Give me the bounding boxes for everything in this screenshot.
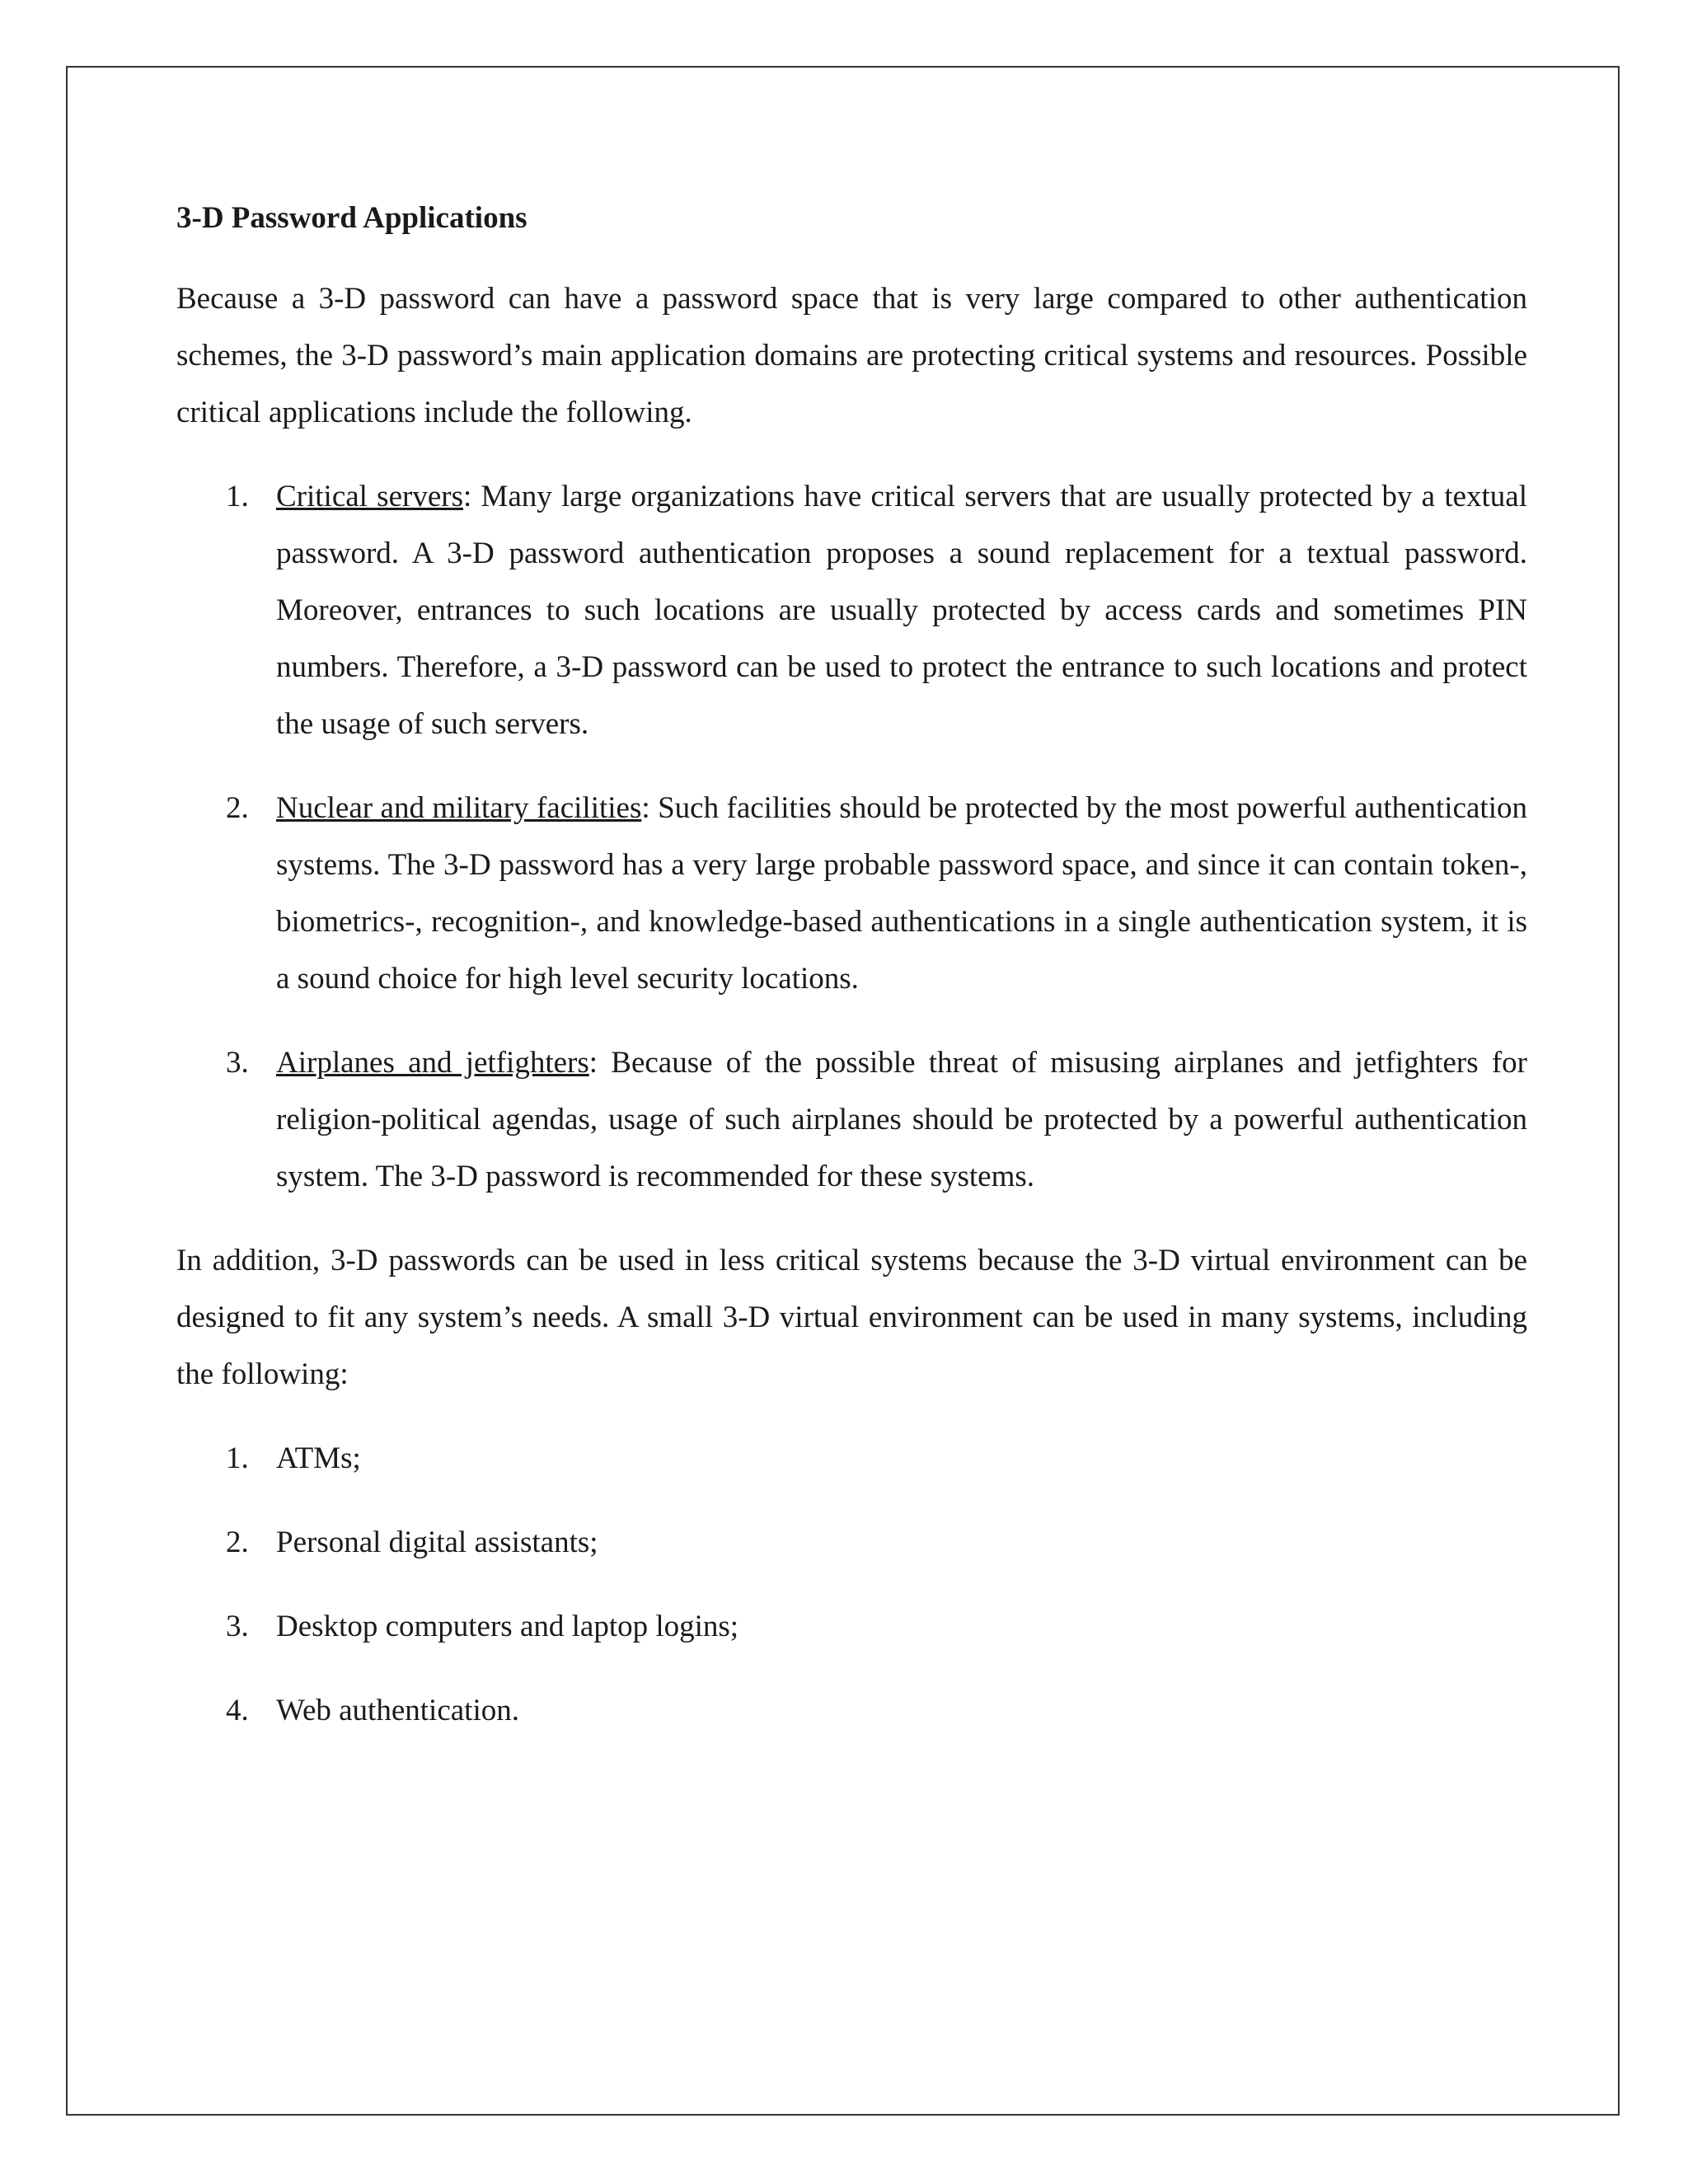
list-item xyxy=(176,1682,1527,1739)
list-text: : Many large organizations have critical servers that are usually protected by a textual password. A 3-D password authentication proposes a sound replacement for a textual password. Moreover, entrances to such locations are usually protected by access cards and sometimes PIN numbers. Therefore, a 3-D password can be used to protect the entrance to such locations and protect the usage of such servers. xyxy=(276,480,1527,741)
list-item xyxy=(176,468,1527,752)
list-text: Web authentication. xyxy=(276,1694,519,1727)
list-item xyxy=(176,1034,1527,1205)
list-item xyxy=(176,1430,1527,1487)
list-number: 3. xyxy=(226,1610,249,1643)
other-systems-list xyxy=(176,1430,1527,1739)
list-number: 2. xyxy=(226,1526,249,1559)
list-text: : Because of the possible threat of misusing airplanes and jetfighters for religion-political agendas, usage of such airplanes should be protected by a powerful authentication system. The 3-D password is recommended for these systems. xyxy=(276,1046,1527,1193)
list-text: Personal digital assistants; xyxy=(276,1526,598,1559)
list-item xyxy=(176,780,1527,1007)
list-text: ATMs; xyxy=(276,1441,361,1475)
list-text: Desktop computers and laptop logins; xyxy=(276,1610,739,1643)
list-item xyxy=(176,1514,1527,1571)
list-term: Nuclear and military facilities xyxy=(276,791,642,825)
list-number: 4. xyxy=(226,1694,249,1727)
list-text: : Such facilities should be protected by the most powerful authentication systems. The 3-D password has a very large probable password space, and since it can contain token-, biometrics-, recognition-, and knowledge-based authentications in a single authentication system, it is a sound choice for high level security locations. xyxy=(276,791,1527,996)
list-number: 1. xyxy=(226,480,249,513)
list-number: 3. xyxy=(226,1046,249,1080)
intro-paragraph: Because a 3-D password can have a password space that is very large compared to other authentication schemes, the 3-D password’s main application domains are protecting critical systems and resources. Possible critical applications include the following. xyxy=(176,282,1527,429)
list-term: Airplanes and jetfighters xyxy=(276,1046,589,1080)
list-number: 2. xyxy=(226,791,249,825)
section-heading: 3-D Password Applications xyxy=(176,201,528,235)
addition-paragraph: In addition, 3-D passwords can be used in less critical systems because the 3-D virtual environment can be designed to fit any system’s needs. A small 3-D virtual environment can be used in many systems, including the following: xyxy=(176,1244,1527,1391)
list-item xyxy=(176,1598,1527,1655)
document-body xyxy=(176,194,1527,1766)
critical-applications-list xyxy=(176,468,1527,1205)
list-term: Critical servers xyxy=(276,480,463,513)
list-number: 1. xyxy=(226,1441,249,1475)
